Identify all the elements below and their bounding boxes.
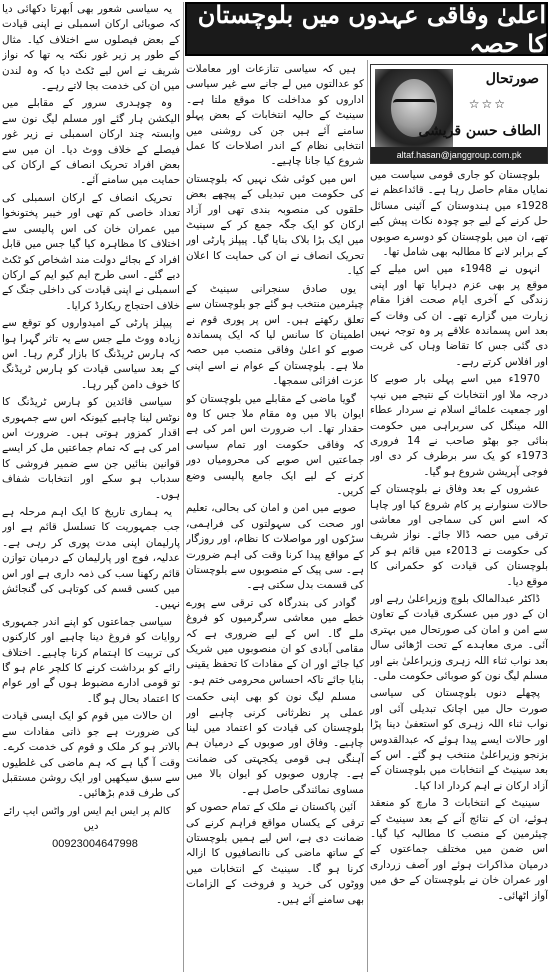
glasses-icon — [393, 99, 435, 112]
author-name: الطاف حسن قریشی — [418, 123, 541, 139]
paragraph: مسلم لیگ نون کو بھی اپنی حکمت عملی پر نظرثانی کرنی چاہیے اور بلوچستان کی قیادت کو اعتماد میں لینا چاہیے۔ وفاق اور صوبوں کے درمیان ہم آہنگی ہی قومی یکجہتی کی ضمانت ہے۔ چاروں صوبوں کو ایوان بالا میں مساوی نمائندگی حاصل ہے۔ — [186, 691, 364, 796]
paragraph: ڈاکٹر عبدالمالک بلوچ وزیراعلیٰ رہے اور ان کے دور میں عسکری قیادت کے تعاون سے امن و امان کی صورتحال میں بہتری آئی۔ مری معاہدے کے تحت اڑھائی سال بعد نواب ثناء اللہ زہری وزیراعلیٰ بنے اور مسلم لیگ نون کو صوبائی حکومت ملی۔ — [370, 592, 548, 682]
author-email[interactable]: altaf.hasan@janggroup.com.pk — [371, 147, 547, 163]
paragraph: اس میں کوئی شک نہیں کہ بلوچستان کی حکومت میں تبدیلی کے پیچھے بعض حلقوں کی منصوبہ بندی تھی اور آزاد ارکان کو ایک جگہ جمع کر کے سینیٹ میں ایک بڑا بلاک بنایا گیا۔ پیپلز پارٹی اور تحریک انصاف نے ان کی حمایت کا اعلان کیا۔ — [186, 172, 364, 278]
paragraph: تحریک انصاف کے ارکان اسمبلی کی تعداد خاصی کم تھی اور خیبر پختونخوا میں عمران خان کی اس پالیسی سے اختلاف کا مظاہرہ کیا گیا جس میں قابل افراد کے بجائے دولت مند اشخاص کو ٹکٹ دیے گئے۔ اسی طرح ایم کیو ایم کے ارکان اسمبلی نے اپنی قیادت کی داخلی جنگ کے خلاف احتجاج ریکارڈ کرایا۔ — [2, 191, 180, 312]
stars-icon: ☆☆☆ — [468, 97, 507, 111]
column-divider — [183, 2, 184, 972]
phone-number: 00923004647998 — [52, 837, 138, 850]
paragraph: پیپلز پارٹی کے امیدواروں کو توقع سے زیادہ ووٹ ملے جس سے یہ تاثر گہرا ہوا کہ ہارس ٹریڈنگ کا بازار گرم رہا۔ اس کے بعد سیاسی قیادت کو ہارس ٹریڈنگ کا خوف دامن گیر رہا۔ — [2, 317, 180, 391]
paragraph: سیاسی جماعتوں کو اپنے اندر جمہوری روایات کو فروغ دینا چاہیے اور کارکنوں کی تربیت کا اہتمام کرنا چاہیے۔ اختلاف رائے کو برداشت کرنے کا کلچر عام ہو گا تو قومی ادارے مضبوط ہوں گے اور عوام کا اعتماد بحال ہو گا۔ — [2, 615, 180, 705]
author-box — [370, 64, 548, 164]
paragraph: سیاسی قائدین کو ہارس ٹریڈنگ کا نوٹس لینا چاہیے کیونکہ اس سے جمہوری اقدار کمزور ہوتی ہیں۔ ضرورت اس امر کی ہے کہ تمام جماعتیں مل کر ایسے قوانین بنائیں جن سے ضمیر فروشی کا سدباب ہو سکے اور انتخابات شفاف ہوں۔ — [2, 396, 180, 501]
sms-prompt: کالم پر ایس ایم ایس اور واٹس ایپ رائے دیں — [3, 805, 171, 833]
column-middle — [186, 62, 364, 968]
paragraph: گوادر کی بندرگاہ کی ترقی سے پورے خطے میں معاشی سرگرمیوں کو فروغ ملے گا۔ اس کے لیے ضروری ہے کہ مقامی آبادی کو ان منصوبوں میں شریک کیا جائے اور ان کے مفادات کا تحفظ یقینی بنایا جائے تاکہ احساس محرومی ختم ہو۔ — [186, 596, 364, 686]
paragraph: یہ سیاسی شعور بھی اُبھرتا دکھائی دیا کہ صوبائی ارکان اسمبلی نے اپنی قیادت کے بعض فیصلوں سے اختلاف کیا۔ مثال کے طور پر زیر غور نکتہ یہ تھا کہ نواز شریف نے اس لیے ٹکٹ دیا کہ وہ لندن میں ان کی خدمت بجا لاتے رہے۔ — [2, 3, 180, 93]
paragraph: یہ ہماری تاریخ کا ایک اہم مرحلہ ہے جب جمہوریت کا تسلسل قائم ہے اور پارلیمان اپنی مدت پوری کر رہی ہے۔ عدلیہ، فوج اور پارلیمان کے درمیان توازن قائم رکھنا سب کی ذمہ داری ہے اور اس میں کسی قسم کی کوتاہی کی گنجائش نہیں۔ — [2, 506, 180, 611]
headline: اعلیٰ وفاقی عہدوں میں بلوچستان کا حصہ — [197, 0, 546, 58]
paragraph: آئین پاکستان نے ملک کے تمام حصوں کو ترقی کے یکساں مواقع فراہم کرنے کی ضمانت دی ہے، اس لیے ہمیں بلوچستان کے ساتھ ماضی کی ناانصافیوں کا ازالہ کرنا ہو گا۔ سینیٹ کے انتخابات میں ووٹوں کی خرید و فروخت کے الزامات بھی سامنے آئے ہیں۔ — [186, 801, 364, 906]
paragraph: انہوں نے 1948ء میں اس میلے کے موقع پر بھی عزم دہرایا تھا اور اپنی زندگی کے آخری ایام صحت افزا مقام زیارت میں گزارے تھے۔ ان کی وفات کے بعد اس پسماندہ علاقے پر وہ توجہ نہیں دی گئی جس کا تقاضا وہاں کی غربت اور افلاس کرتے رہے۔ — [370, 263, 548, 368]
paragraph: بلوچستان کو جاری قومی سیاست میں نمایاں مقام حاصل رہا ہے۔ قائداعظم نے 1928ء میں ہندوستان کے آئینی مسائل حل کرنے کے لیے جو چودہ نکات پیش کیے تھے، ان میں بلوچستان کو دوسرے صوبوں کے برابر لانے کا مطالبہ بھی شامل تھا۔ — [370, 169, 548, 259]
column-left — [2, 2, 180, 968]
paragraph: صوبے میں امن و امان کی بحالی، تعلیم اور صحت کی سہولتوں کی فراہمی، سڑکوں اور مواصلات کا نظام، اور روزگار کے مواقع پیدا کرنا وقت کی اہم ضرورت ہے۔ سی پیک کے منصوبوں سے بلوچستان کی قسمت بدل سکتی ہے۔ — [186, 502, 364, 592]
headline-banner — [185, 2, 548, 56]
paragraph: 1970ء میں اسے پہلی بار صوبے کا درجہ ملا اور انتخابات کے نتیجے میں نیپ اور جمعیت علمائے اسلام نے سردار عطاء اللہ مینگل کی سربراہی میں حکومت بنائی جو بھٹو صاحب نے 14 فروری 1973ء کو یک سر برطرف کر دی اور فوجی آپریشن شروع ہو گیا۔ — [370, 373, 548, 478]
paragraph: ان حالات میں قوم کو ایک ایسی قیادت کی ضرورت ہے جو ذاتی مفادات سے بالاتر ہو کر ملک و قوم کی خدمت کرے۔ وقت آ گیا ہے کہ ہم ماضی کی غلطیوں سے سبق سیکھیں اور ایک روشن مستقبل کی طرف قدم بڑھائیں۔ — [2, 710, 180, 800]
paragraph: ہیں کہ سیاسی تنازعات اور معاملات کو عدالتوں میں لے جانے سے غیر سیاسی اداروں کو مداخلت کا موقع ملتا ہے۔ سینیٹ کے حالیہ انتخابات کے بعض پہلو سامنے آئے ہیں جن کی روشنی میں انتخابی نظام کے اندر اصلاحات کا عمل شروع کیا جانا چاہیے۔ — [186, 63, 364, 168]
paragraph: یوں صادق سنجرانی سینیٹ کے چیئرمین منتخب ہو گئے جو بلوچستان سے تعلق رکھتے ہیں۔ اس پر پوری قوم نے اطمینان کا سانس لیا کہ ایک پسماندہ صوبے کو اعلیٰ وفاقی منصب میں حصہ ملا ہے۔ بلوچستان کے عوام نے اسے اپنی عزت افزائی سمجھا۔ — [186, 282, 364, 388]
column-divider — [367, 60, 368, 972]
paragraph: وہ چوہدری سرور کے مقابلے میں الیکشن ہار گئے اور مسلم لیگ نون سے وابستہ چند ارکان اسمبلی نے زیر غور فیصلے کے خلاف ووٹ دیا۔ ان میں سے بعض افراد تحریک انصاف کے ارکان کی حمایت میں سامنے آئے۔ — [2, 97, 180, 187]
column-right — [370, 168, 548, 968]
paragraph: عشروں کے بعد وفاق نے بلوچستان کے حالات سنوارنے پر کام شروع کیا اور چاہا کہ اسے اس کی سماجی اور معاشی ترقی میں حصہ ڈالا جائے۔ نواز شریف کی حکومت نے 2013ء میں قائم ہو کر بلوچستان کی قیادت کو حکمرانی کا موقع دیا۔ — [370, 483, 548, 588]
column-name: صورتحال — [485, 71, 539, 87]
paragraph: سینیٹ کے انتخابات 3 مارچ کو منعقد ہوئے، ان کے نتائج آنے کے بعد سینیٹ کے چیئرمین کے منصب کا مطالبہ کیا گیا۔ اس ضمن میں مختلف جماعتوں کے درمیان مذاکرات ہوئے اور آصف زرداری اور عمران خان نے بلوچستان کے حق میں آواز اٹھائی۔ — [370, 797, 548, 902]
paragraph: پچھلے دنوں بلوچستان کی سیاسی صورت حال میں اچانک تبدیلی آئی اور نواب ثناء اللہ زہری کو استعفیٰ دینا پڑا اور حالات ایسے پیدا ہوئے کہ عبدالقدوس بزنجو وزیراعلیٰ منتخب ہو گئے۔ اس کے بعد سینیٹ کے انتخابات میں بلوچستان کے آزاد ارکان نے اہم کردار ادا کیا۔ — [370, 687, 548, 792]
paragraph: گویا ماضی کے مقابلے میں بلوچستان کو ایوان بالا میں وہ مقام ملا جس کا وہ حقدار تھا۔ اب ضرورت اس امر کی ہے کہ وفاقی حکومت اور تمام سیاسی جماعتیں اس صوبے کی محرومیاں دور کرنے کے لیے ایک جامع پالیسی وضع کریں۔ — [186, 392, 364, 497]
